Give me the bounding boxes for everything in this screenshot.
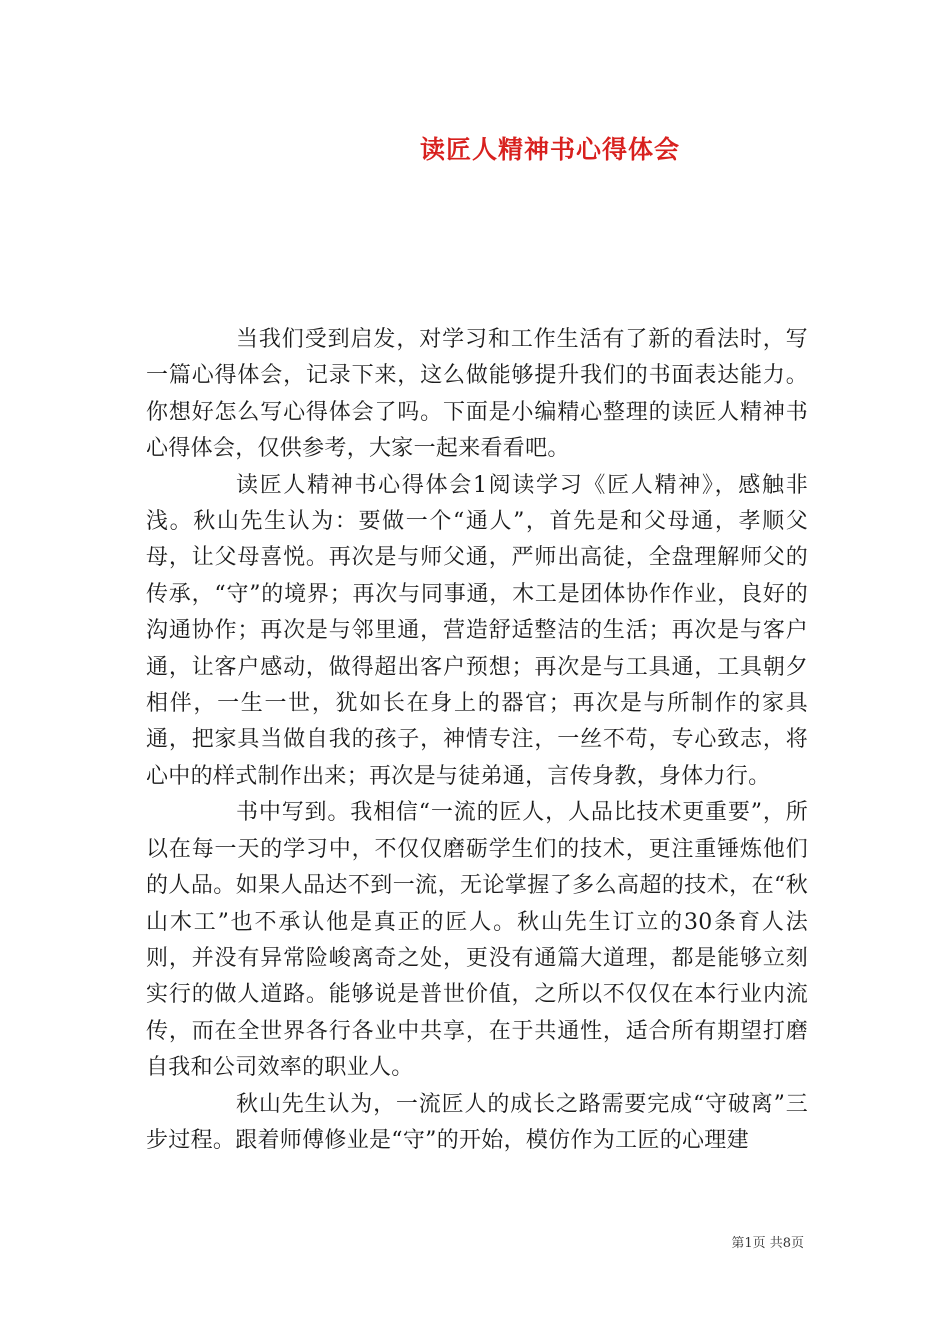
document-body bbox=[146, 322, 808, 1159]
paragraph-book-quote: 书中写到。我相信“一流的匠人，人品比技术更重要”，所以在每一天的学习中，不仅仅磨砺学生们的技术，更注重锤炼他们的人品。如果人品达不到一流，无论掌握了多么高超的技术，在“秋山木工”也不承认他是真正的匠人。秋山先生订立的30条育人法则，并没有异常险峻离奇之处，更没有通篇大道理，都是能够立刻实行的做人道路。能够说是普世价值，之所以不仅仅在本行业内流传，而在全世界各行各业中共享，在于共通性，适合所有期望打磨自我和公司效率的职业人。 bbox=[146, 800, 808, 1081]
paragraph-shou-po-li: 秋山先生认为，一流匠人的成长之路需要完成“守破离”三步过程。跟着师傅修业是“守”的开始，模仿作为工匠的心理建 bbox=[146, 1091, 808, 1153]
page-number-footer: 第1页 共8页 bbox=[731, 1236, 804, 1251]
document-title: 读匠人精神书心得体会 bbox=[419, 135, 680, 164]
paragraph-experience-1: 读匠人精神书心得体会1阅读学习《匠人精神》，感触非浅。秋山先生认为：要做一个“通人”，首先是和父母通，孝顺父母，让父母喜悦。再次是与师父通，严师出高徒，全盘理解师父的传承，“守”的境界；再次与同事通，木工是团体协作作业，良好的沟通协作；再次是与邻里通，营造舒适整洁的生活；再次是与客户通，让客户感动，做得超出客户预想；再次是与工具通，工具朝夕相伴，一生一世，犹如长在身上的器官；再次是与所制作的家具通，把家具当做自我的孩子，神情专注，一丝不苟，专心致志，将心中的样式制作出来；再次是与徒弟通，言传身教，身体力行。 bbox=[146, 472, 808, 789]
paragraph-intro: 当我们受到启发，对学习和工作生活有了新的看法时，写一篇心得体会，记录下来，这么做能够提升我们的书面表达能力。你想好怎么写心得体会了吗。下面是小编精心整理的读匠人精神书心得体会，仅供参考，大家一起来看看吧。 bbox=[146, 327, 808, 462]
